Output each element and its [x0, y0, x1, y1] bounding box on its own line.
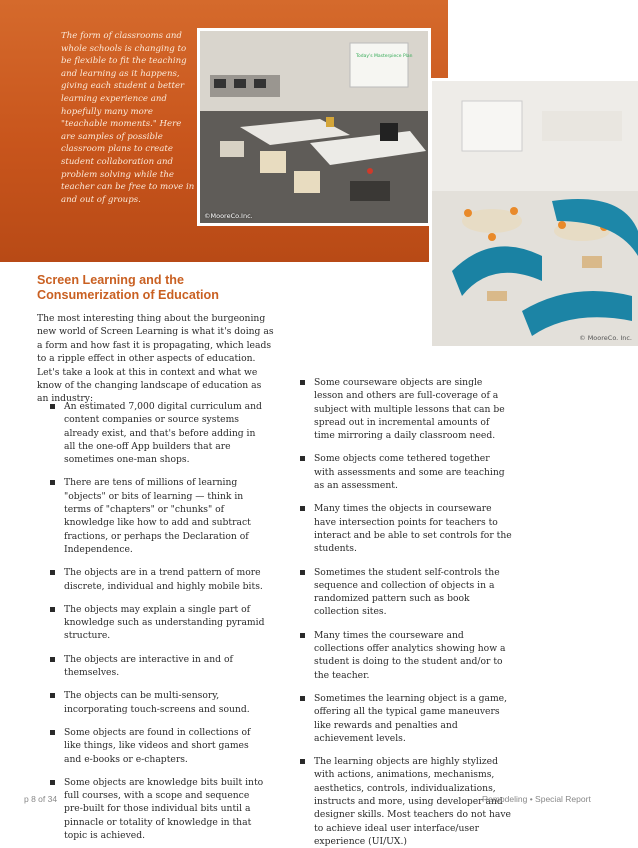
list-item: Some courseware objects are single lesson and others are full-coverage of a subject with multiple lessons that can be spread out in incremental amounts of time mirroring a daily classroom need. — [300, 376, 512, 442]
list-item: Some objects come tethered together with assessments and some are teaching as an assessment. — [300, 452, 512, 492]
right-bullet-list — [300, 376, 512, 848]
publication-name: Remodeling • Special Report — [482, 794, 591, 804]
whiteboard-text: Today's Masterpiece Plan — [356, 54, 413, 59]
left-bullet-list — [50, 400, 265, 842]
list-item: The objects can be multi-sensory, incorporating touch-screens and sound. — [50, 689, 265, 716]
list-item: Some objects are found in collections of like things, like videos and short games and e-books or e-chapters. — [50, 726, 265, 766]
list-item: Many times the courseware and collections offer analytics showing how a student is doing to the student and/or to the teacher. — [300, 629, 512, 682]
list-item: An estimated 7,000 digital curriculum and content companies or source systems already exist, and that's before adding in all the one-off App builders that are sometimes one-man shops. — [50, 400, 265, 466]
classroom-photo-2 — [429, 78, 638, 349]
list-item: The objects are in a trend pattern of more discrete, individual and highly mobile bits. — [50, 566, 265, 593]
list-item: Sometimes the student self-controls the sequence and collection of objects in a randomized pattern such as book collection sites. — [300, 566, 512, 619]
list-item: Many times the objects in courseware have intersection points for teachers to interact and be able to set controls for the students. — [300, 502, 512, 555]
photo-credit-1: ©MooreCo.Inc. — [204, 212, 253, 220]
body-paragraph: The most interesting thing about the burgeoning new world of Screen Learning is what it's doing as a form and how fast it is propagating, which leads to a ripple effect in other aspects of education. Let's take a look at this in context and what we know of the changing landscape of education as an industry: — [37, 313, 274, 405]
classroom-photo-1 — [197, 28, 431, 226]
list-item: The learning objects are highly stylized with actions, animations, mechanisms, aesthetics, controls, individualizations, instructs and more, using developer and designer skills. Most teachers do not have to achieve ideal user interface/user experience (UI/UX.) — [300, 755, 512, 848]
list-item: Sometimes the learning object is a game, offering all the typical game maneuvers like rewards and penalties and achievement levels. — [300, 692, 512, 745]
intro-caption: The form of classrooms and whole schools is changing to be flexible to fit the teaching and learning as it happens, giving each student a better learning experience and hopefully many more "teachable moments." Here are samples of possible classroom plans to create student collaboration and problem solving while the teacher can be free to move in and out of groups. — [61, 31, 195, 205]
classroom-illustration-1 — [200, 31, 428, 223]
list-item: The objects are interactive in and of themselves. — [50, 653, 265, 680]
page-number: p 8 of 34 — [24, 794, 58, 804]
section-title: Screen Learning and the Consumerization of Education — [37, 273, 219, 302]
list-item: Some objects are knowledge bits built into full courses, with a scope and sequence pre-built for those individual bits until a pinnacle or totality of knowledge in that topic is achieved. — [50, 776, 265, 842]
classroom-illustration-2 — [432, 81, 638, 349]
list-item: There are tens of millions of learning "objects" or bits of learning — think in terms of "chapters" or "chunks" of knowledge like how to add and subtract fractions, or perhaps the Declaration of Independence. — [50, 476, 265, 556]
list-item: The objects may explain a single part of knowledge such as understanding pyramid structure. — [50, 603, 265, 643]
photo-credit-2: © MooreCo. Inc. — [579, 334, 632, 342]
